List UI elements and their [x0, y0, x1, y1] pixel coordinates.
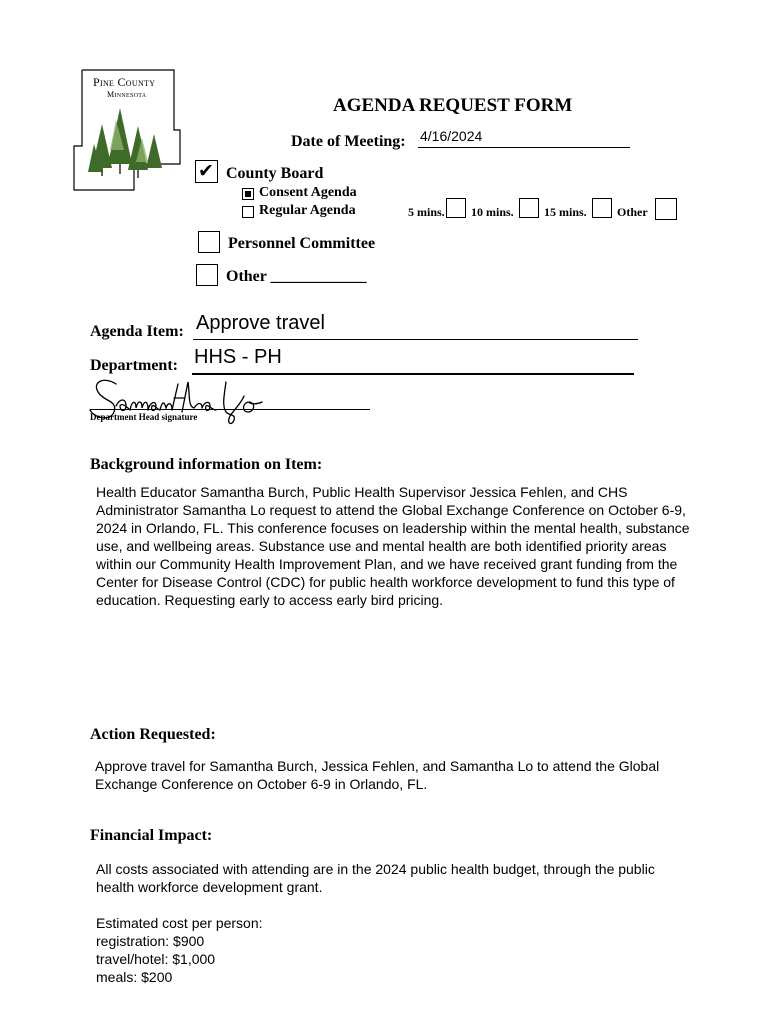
logo-state-name: Minnesota: [107, 90, 147, 99]
regular-agenda-checkbox[interactable]: [242, 206, 254, 218]
filled-square-icon: [245, 191, 251, 197]
regular-agenda-label: Regular Agenda: [259, 203, 356, 218]
duration-5-label: 5 mins.: [408, 205, 445, 219]
financial-heading: Financial Impact:: [90, 827, 213, 844]
department-field[interactable]: HHS - PH: [194, 346, 282, 368]
personnel-committee-label: Personnel Committee: [228, 235, 376, 252]
duration-15-checkbox[interactable]: [592, 198, 612, 218]
duration-10-label: 10 mins.: [471, 205, 514, 219]
duration-10-checkbox[interactable]: [519, 198, 539, 218]
consent-agenda-label: Consent Agenda: [259, 185, 357, 200]
background-heading: Background information on Item:: [90, 456, 323, 473]
department-label: Department:: [90, 357, 178, 374]
cost-item: registration: $900: [96, 933, 205, 949]
agenda-item-label: Agenda Item:: [90, 323, 184, 340]
county-board-checkbox[interactable]: [195, 160, 218, 183]
other-label: Other ____________: [226, 268, 367, 285]
action-heading: Action Requested:: [90, 726, 216, 743]
agenda-item-underline: [193, 339, 638, 340]
duration-other-label: Other: [617, 205, 648, 219]
financial-text: All costs associated with attending are in the 2024 public health budget, through the public health workforce development grant.: [96, 861, 655, 895]
consent-agenda-checkbox[interactable]: [242, 188, 254, 200]
personnel-committee-checkbox[interactable]: [198, 231, 220, 253]
signature-caption: Department Head signature: [90, 412, 198, 422]
cost-item: travel/hotel: $1,000: [96, 951, 216, 967]
check-icon: ✔: [198, 161, 214, 182]
background-text: Health Educator Samantha Burch, Public Health Supervisor Jessica Fehlen, and CHS Administrator Samantha Lo request to attend the Global Exchange Conference on October 6-9, 2024 in Orlando, FL. This conference focuses on leadership within the mental health, substance use, and wellbeing areas. Substance use and mental health are both identified priority areas within our Community Health Improvement Plan, and we have received grant funding from the Center for Disease Control (CDC) for public health workforce development to fund this type of education. Requesting early to access early bird pricing.: [96, 484, 690, 608]
signature-line: [90, 409, 370, 410]
meeting-date-field[interactable]: 4/16/2024: [420, 128, 483, 144]
cost-item: meals: $200: [96, 969, 173, 985]
meeting-date-underline: [418, 147, 630, 148]
agenda-item-field[interactable]: Approve travel: [196, 312, 325, 334]
duration-5-checkbox[interactable]: [446, 198, 466, 218]
form-title: AGENDA REQUEST FORM: [333, 95, 573, 116]
duration-15-label: 15 mins.: [544, 205, 587, 219]
meeting-date-label: Date of Meeting:: [291, 133, 406, 150]
duration-other-checkbox[interactable]: [655, 198, 677, 220]
logo-county-name: Pine County: [93, 75, 156, 89]
county-board-label: County Board: [226, 165, 324, 182]
action-text: Approve travel for Samantha Burch, Jessica Fehlen, and Samantha Lo to attend the Global Exchange Conference on October 6-9 in Orlando, FL.: [95, 758, 660, 792]
other-checkbox[interactable]: [196, 264, 218, 286]
cost-heading: Estimated cost per person:: [96, 915, 263, 931]
